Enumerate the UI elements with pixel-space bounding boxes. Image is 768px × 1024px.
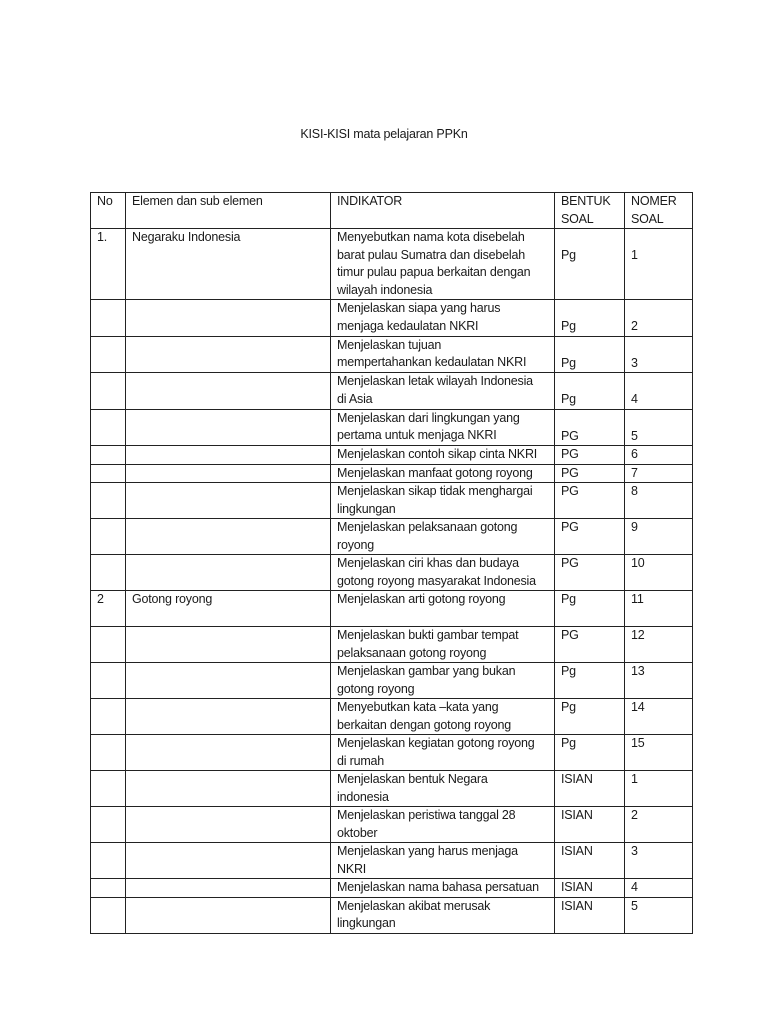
cell-elemen — [126, 409, 331, 446]
indikator-line: di rumah — [337, 753, 385, 768]
indikator-line: Menjelaskan peristiwa tanggal 28 — [337, 808, 516, 822]
cell-no — [91, 519, 126, 555]
cell-nomer-soal: 4 — [625, 879, 693, 898]
indikator-line: Menjelaskan manfaat gotong royong — [337, 465, 533, 480]
indikator-line: Menjelaskan contoh sikap cinta NKRI — [337, 447, 538, 461]
cell-bentuk-soal: PG — [555, 483, 625, 519]
cell-indikator — [331, 897, 555, 933]
cell-indikator — [331, 735, 555, 771]
cell-elemen — [126, 446, 331, 465]
cell-bentuk-soal: Pg — [555, 300, 625, 337]
indikator-line: Menjelaskan dari lingkungan yang — [337, 410, 520, 425]
page-title: KISI-KISI mata pelajaran PPKn — [300, 127, 468, 141]
cell-indikator — [331, 663, 555, 699]
cell-bentuk-soal: PG — [555, 555, 625, 591]
indikator-line: gotong royong — [337, 681, 415, 696]
cell-bentuk-soal: Pg — [555, 336, 625, 373]
cell-bentuk-soal: ISIAN — [555, 843, 625, 879]
cell-elemen — [126, 663, 331, 699]
table-row — [91, 300, 693, 337]
header-elemen: Elemen dan sub elemen — [126, 193, 331, 229]
header-no: No — [91, 193, 126, 229]
cell-nomer-soal: 15 — [625, 735, 693, 771]
cell-indikator — [331, 483, 555, 519]
cell-no — [91, 663, 126, 699]
cell-indikator — [331, 879, 555, 898]
cell-nomer-soal: 1 — [625, 229, 693, 300]
cell-no — [91, 699, 126, 735]
indikator-line: NKRI — [337, 861, 367, 876]
cell-no — [91, 735, 126, 771]
cell-bentuk-soal: ISIAN — [555, 879, 625, 898]
indikator-line: pertama untuk menjaga NKRI — [337, 428, 497, 442]
header-bentuk-line: BENTUK — [561, 194, 611, 208]
cell-indikator — [331, 336, 555, 373]
indikator-line: indonesia — [337, 789, 389, 804]
indikator-line: Menjelaskan pelaksanaan gotong — [337, 520, 518, 534]
table-row — [91, 483, 693, 519]
cell-elemen — [126, 336, 331, 373]
cell-elemen — [126, 483, 331, 519]
cell-nomer-soal: 3 — [625, 336, 693, 373]
header-nomer-line: SOAL — [631, 211, 664, 226]
indikator-line: oktober — [337, 825, 378, 840]
table-row — [91, 464, 693, 483]
cell-nomer-soal: 10 — [625, 555, 693, 591]
table-row — [91, 229, 693, 300]
cell-bentuk-soal: Pg — [555, 699, 625, 735]
indikator-line: Menjelaskan akibat merusak — [337, 898, 491, 913]
cell-nomer-soal: 7 — [625, 464, 693, 483]
cell-elemen — [126, 555, 331, 591]
cell-indikator — [331, 519, 555, 555]
indikator-line: Menjelaskan tujuan — [337, 337, 442, 352]
cell-indikator — [331, 229, 555, 300]
cell-no — [91, 627, 126, 663]
cell-nomer-soal: 5 — [625, 409, 693, 446]
cell-nomer-soal: 13 — [625, 663, 693, 699]
cell-indikator — [331, 555, 555, 591]
table-row — [91, 843, 693, 879]
table-row — [91, 555, 693, 591]
indikator-line: royong — [337, 537, 375, 552]
cell-elemen: Negaraku Indonesia — [126, 229, 331, 300]
table-row — [91, 409, 693, 446]
header-nomer-line: NOMER — [631, 194, 677, 208]
table-row — [91, 627, 693, 663]
cell-bentuk-soal: PG — [555, 446, 625, 465]
cell-bentuk-soal: PG — [555, 464, 625, 483]
cell-no: 1. — [91, 229, 126, 300]
indikator-line: Menjelaskan sikap tidak menghargai — [337, 484, 533, 498]
cell-no — [91, 409, 126, 446]
table-row — [91, 336, 693, 373]
cell-elemen — [126, 699, 331, 735]
cell-indikator — [331, 807, 555, 843]
table-row — [91, 663, 693, 699]
cell-nomer-soal: 9 — [625, 519, 693, 555]
table-row — [91, 735, 693, 771]
cell-bentuk-soal: PG — [555, 409, 625, 446]
cell-no — [91, 807, 126, 843]
cell-bentuk-soal: ISIAN — [555, 771, 625, 807]
cell-nomer-soal: 12 — [625, 627, 693, 663]
cell-elemen — [126, 300, 331, 337]
cell-bentuk-soal: Pg — [555, 663, 625, 699]
indikator-line: lingkungan — [337, 916, 396, 930]
cell-indikator — [331, 591, 555, 627]
cell-indikator — [331, 464, 555, 483]
cell-nomer-soal: 6 — [625, 446, 693, 465]
header-bentuk-line: SOAL — [561, 211, 594, 226]
indikator-line: Menjelaskan nama bahasa persatuan — [337, 880, 539, 894]
cell-no — [91, 373, 126, 410]
table-body — [91, 193, 693, 934]
header-bentuk-soal — [555, 193, 625, 229]
cell-indikator — [331, 373, 555, 410]
cell-no — [91, 446, 126, 465]
indikator-line: lingkungan — [337, 501, 396, 516]
cell-elemen — [126, 464, 331, 483]
kisi-kisi-table — [90, 192, 693, 934]
cell-elemen — [126, 807, 331, 843]
cell-no — [91, 300, 126, 337]
cell-elemen — [126, 879, 331, 898]
indikator-line: Menjelaskan ciri khas dan budaya — [337, 556, 519, 570]
cell-no — [91, 336, 126, 373]
indikator-line: gotong royong masyarakat Indonesia — [337, 573, 536, 588]
indikator-line: wilayah indonesia — [337, 282, 433, 297]
indikator-line: Menjelaskan bukti gambar tempat — [337, 628, 519, 642]
table-header-row — [91, 193, 693, 229]
cell-indikator — [331, 843, 555, 879]
cell-nomer-soal: 5 — [625, 897, 693, 933]
indikator-line: di Asia — [337, 391, 373, 406]
cell-nomer-soal: 4 — [625, 373, 693, 410]
cell-bentuk-soal: Pg — [555, 591, 625, 627]
indikator-line: Menjelaskan gambar yang bukan — [337, 664, 516, 678]
cell-elemen — [126, 771, 331, 807]
indikator-line: barat pulau Sumatra dan disebelah — [337, 247, 525, 262]
cell-indikator — [331, 409, 555, 446]
table-row — [91, 519, 693, 555]
table-row — [91, 879, 693, 898]
cell-elemen — [126, 735, 331, 771]
cell-indikator — [331, 300, 555, 337]
header-nomer-soal — [625, 193, 693, 229]
cell-nomer-soal: 2 — [625, 300, 693, 337]
cell-nomer-soal: 1 — [625, 771, 693, 807]
indikator-line: Menjelaskan letak wilayah Indonesia — [337, 374, 533, 388]
cell-bentuk-soal: PG — [555, 519, 625, 555]
indikator-line: mempertahankan kedaulatan NKRI — [337, 355, 527, 369]
cell-elemen — [126, 897, 331, 933]
cell-bentuk-soal: ISIAN — [555, 897, 625, 933]
cell-indikator — [331, 627, 555, 663]
cell-nomer-soal: 2 — [625, 807, 693, 843]
cell-bentuk-soal: Pg — [555, 373, 625, 410]
cell-no — [91, 483, 126, 519]
table-row — [91, 771, 693, 807]
indikator-line: berkaitan dengan gotong royong — [337, 717, 512, 732]
indikator-line: Menyebutkan nama kota disebelah — [337, 230, 525, 244]
table-row — [91, 373, 693, 410]
cell-elemen — [126, 373, 331, 410]
table-row — [91, 699, 693, 735]
indikator-line: Menjelaskan arti gotong royong — [337, 592, 506, 606]
cell-no — [91, 555, 126, 591]
indikator-line: menjaga kedaulatan NKRI — [337, 318, 479, 333]
cell-no — [91, 897, 126, 933]
indikator-line: Menjelaskan siapa yang harus — [337, 301, 501, 315]
indikator-line: Menjelaskan kegiatan gotong royong — [337, 736, 535, 750]
indikator-line: Menjelaskan yang harus menjaga — [337, 844, 518, 858]
cell-nomer-soal: 8 — [625, 483, 693, 519]
cell-no — [91, 771, 126, 807]
cell-elemen — [126, 627, 331, 663]
cell-indikator — [331, 446, 555, 465]
cell-bentuk-soal: ISIAN — [555, 807, 625, 843]
cell-bentuk-soal: PG — [555, 627, 625, 663]
cell-bentuk-soal: Pg — [555, 229, 625, 300]
table-row — [91, 446, 693, 465]
table-row — [91, 807, 693, 843]
table-row — [91, 591, 693, 627]
cell-no: 2 — [91, 591, 126, 627]
cell-elemen — [126, 519, 331, 555]
header-indikator: INDIKATOR — [331, 193, 555, 229]
cell-elemen: Gotong royong — [126, 591, 331, 627]
cell-elemen — [126, 843, 331, 879]
cell-bentuk-soal: Pg — [555, 735, 625, 771]
cell-no — [91, 464, 126, 483]
indikator-line: Menjelaskan bentuk Negara — [337, 772, 488, 786]
cell-indikator — [331, 771, 555, 807]
table-row — [91, 897, 693, 933]
indikator-line: Menyebutkan kata –kata yang — [337, 700, 499, 714]
cell-nomer-soal: 11 — [625, 591, 693, 627]
cell-nomer-soal: 14 — [625, 699, 693, 735]
cell-no — [91, 843, 126, 879]
cell-no — [91, 879, 126, 898]
cell-indikator — [331, 699, 555, 735]
indikator-line: pelaksanaan gotong royong — [337, 645, 487, 660]
indikator-line: timur pulau papua berkaitan dengan — [337, 265, 531, 279]
cell-nomer-soal: 3 — [625, 843, 693, 879]
